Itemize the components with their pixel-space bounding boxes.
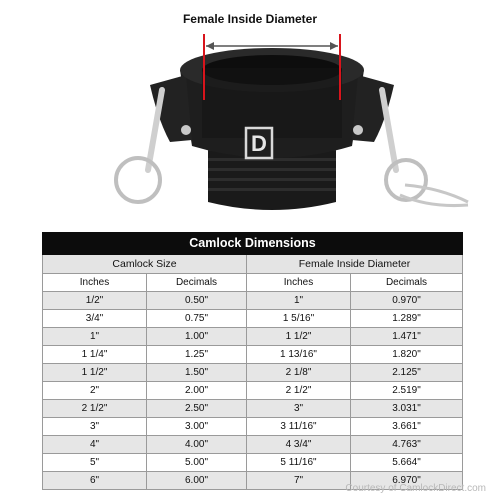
table-cell: 5.00" [147,454,247,472]
table-title: Camlock Dimensions [43,233,463,255]
table-cell: 3.031" [351,400,463,418]
table-cell: 2.519" [351,382,463,400]
table-cell: 0.970" [351,292,463,310]
table-cell: 4 3/4" [247,436,351,454]
table-cell: 7" [247,472,351,490]
table-cell: 2.50" [147,400,247,418]
table-cell: 2.125" [351,364,463,382]
table-cell: 2.00" [147,382,247,400]
table-cell: 1" [247,292,351,310]
table-cell: 1 5/16" [247,310,351,328]
table-cell: 1 1/2" [43,364,147,382]
table-row [43,328,463,346]
table-cell: 6.00" [147,472,247,490]
column-header: Decimals [351,274,463,292]
table-cell: 1.471" [351,328,463,346]
table-cell: 1/2" [43,292,147,310]
table-cell: 3 11/16" [247,418,351,436]
table-cell: 1.820" [351,346,463,364]
camlock-fitting-image [100,30,470,210]
table-cell: 1 13/16" [247,346,351,364]
camlock-dimensions-table [42,232,463,490]
table-cell: 3/4" [43,310,147,328]
table-cell: 2 1/8" [247,364,351,382]
table-cell: 1" [43,328,147,346]
table-cell: 3" [247,400,351,418]
table-cell: 4.763" [351,436,463,454]
part-letter: D [251,131,267,156]
table-cell: 1.50" [147,364,247,382]
table-cell: 5.664" [351,454,463,472]
table-row [43,418,463,436]
table-row [43,436,463,454]
table-cell: 1 1/4" [43,346,147,364]
table-cell: 1 1/2" [247,328,351,346]
table-row [43,454,463,472]
group-header-female-inside-diameter: Female Inside Diameter [247,255,463,274]
table-cell: 2" [43,382,147,400]
table-row [43,400,463,418]
footer-credit: Courtesy of CamlockDirect.com [345,483,486,494]
table-cell: 6" [43,472,147,490]
diagram-label: Female Inside Diameter [182,12,318,26]
table-cell: 6.970" [351,472,463,490]
table-cell: 5" [43,454,147,472]
table-row [43,346,463,364]
table-row [43,364,463,382]
table-row [43,292,463,310]
table-cell: 1.00" [147,328,247,346]
table-cell: 4.00" [147,436,247,454]
table-cell: 1.25" [147,346,247,364]
table-row [43,310,463,328]
table-cell: 2 1/2" [247,382,351,400]
table-cell: 3.661" [351,418,463,436]
table-cell: 2 1/2" [43,400,147,418]
table-cell: 0.50" [147,292,247,310]
table-row [43,382,463,400]
table-cell: 5 11/16" [247,454,351,472]
group-header-camlock-size: Camlock Size [43,255,247,274]
column-header: Decimals [147,274,247,292]
table-cell: 3" [43,418,147,436]
table-cell: 4" [43,436,147,454]
column-header: Inches [43,274,147,292]
table-cell: 0.75" [147,310,247,328]
table-cell: 1.289" [351,310,463,328]
table-cell: 3.00" [147,418,247,436]
column-header: Inches [247,274,351,292]
